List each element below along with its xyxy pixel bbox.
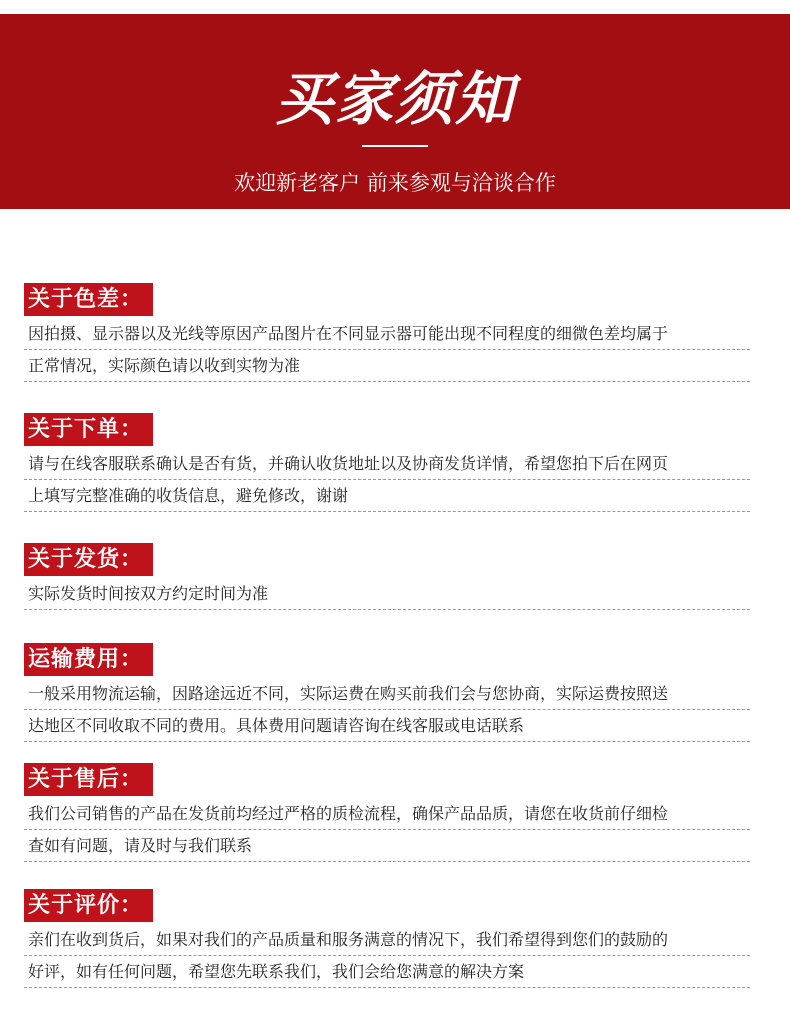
section-ordering bbox=[24, 413, 750, 512]
section-text-line: 好评，如有任何问题，希望您先联系我们，我们会给您满意的解决方案 bbox=[24, 956, 750, 988]
section-text-line: 因拍摄、显示器以及光线等原因产品图片在不同显示器可能出现不同程度的细微色差均属于 bbox=[24, 318, 750, 350]
section-color-difference bbox=[24, 283, 750, 382]
section-text-line: 上填写完整准确的收货信息，避免修改，谢谢 bbox=[24, 480, 750, 512]
section-text-line: 查如有问题，请及时与我们联系 bbox=[24, 830, 750, 862]
section-heading: 关于下单： bbox=[24, 413, 153, 446]
section-text-line: 请与在线客服联系确认是否有货，并确认收货地址以及协商发货详情，希望您拍下后在网页 bbox=[24, 448, 750, 480]
section-heading: 运输费用： bbox=[24, 643, 153, 676]
section-text-line: 我们公司销售的产品在发货前均经过严格的质检流程，确保产品品质，请您在收货前仔细检 bbox=[24, 798, 750, 830]
section-heading: 关于售后： bbox=[24, 763, 153, 796]
section-text-line: 达地区不同收取不同的费用。具体费用问题请咨询在线客服或电话联系 bbox=[24, 710, 750, 742]
title-divider bbox=[362, 145, 428, 147]
section-shipping-cost bbox=[24, 643, 750, 742]
section-text-line: 亲们在收到货后，如果对我们的产品质量和服务满意的情况下，我们希望得到您们的鼓励的 bbox=[24, 924, 750, 956]
page-subtitle: 欢迎新老客户 前来参观与洽谈合作 bbox=[234, 171, 556, 195]
section-after-sales bbox=[24, 763, 750, 862]
section-heading: 关于评价： bbox=[24, 889, 153, 922]
section-shipping bbox=[24, 543, 750, 610]
page-title: 买家须知 bbox=[274, 65, 515, 133]
section-text-line: 一般采用物流运输，因路途远近不同，实际运费在购买前我们会与您协商，实际运费按照送 bbox=[24, 678, 750, 710]
section-reviews bbox=[24, 889, 750, 988]
header-banner bbox=[0, 14, 790, 209]
section-heading: 关于色差： bbox=[24, 283, 153, 316]
section-heading: 关于发货： bbox=[24, 543, 153, 576]
section-text-line: 实际发货时间按双方约定时间为准 bbox=[24, 578, 750, 610]
section-text-line: 正常情况，实际颜色请以收到实物为准 bbox=[24, 350, 750, 382]
